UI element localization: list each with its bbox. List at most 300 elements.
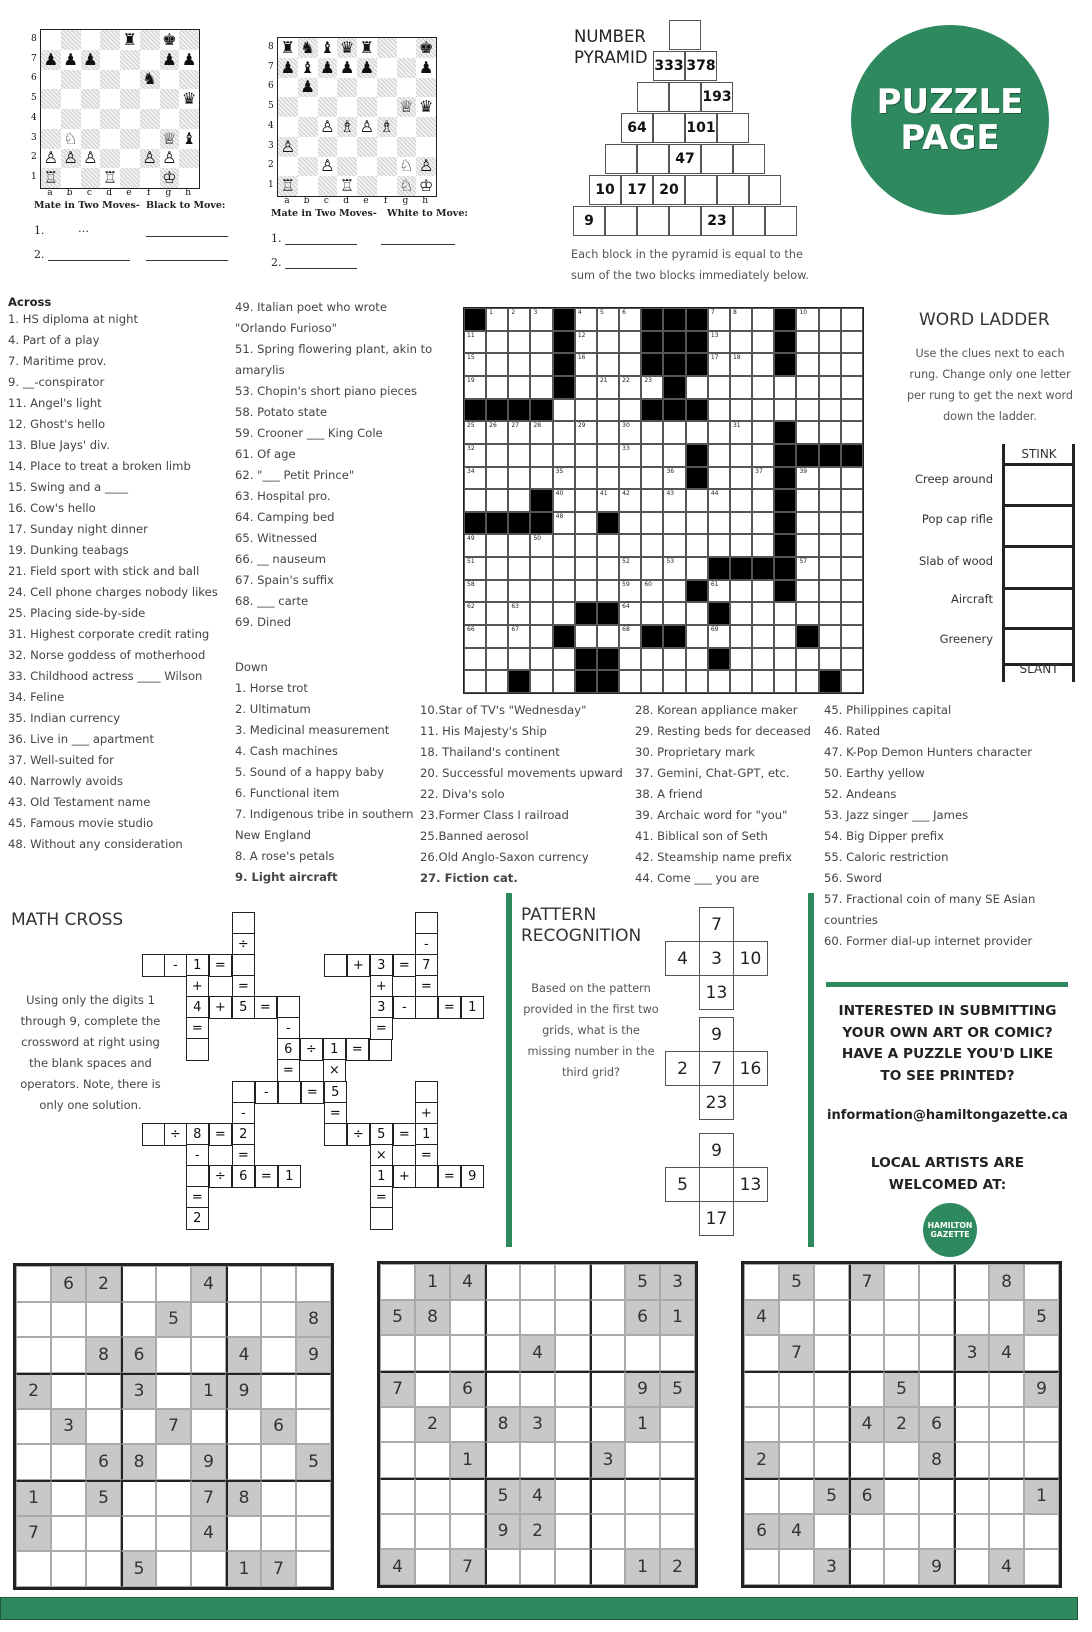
crossword-cell[interactable]: [663, 580, 685, 603]
crossword-cell[interactable]: [819, 308, 841, 331]
crossword-cell[interactable]: [663, 670, 685, 693]
sudoku-blank[interactable]: [520, 1264, 555, 1300]
chess-square[interactable]: ♗: [377, 117, 397, 137]
crossword-cell[interactable]: [575, 557, 597, 580]
sudoku-blank[interactable]: [1024, 1407, 1059, 1443]
chess-square[interactable]: ♚: [416, 38, 436, 58]
chess-square[interactable]: [357, 78, 377, 98]
chess-square[interactable]: ♛: [418, 97, 434, 117]
crossword-cell[interactable]: [553, 557, 575, 580]
crossword-cell[interactable]: [464, 670, 486, 693]
crossword-cell[interactable]: [486, 580, 508, 603]
crossword-cell[interactable]: [530, 376, 552, 399]
sudoku-blank[interactable]: [954, 1407, 989, 1443]
crossword-cell[interactable]: [730, 467, 752, 490]
chess-square[interactable]: [377, 58, 397, 78]
math-cross-blank[interactable]: [415, 912, 438, 935]
sudoku-blank[interactable]: [590, 1478, 625, 1514]
sudoku-blank[interactable]: [156, 1373, 191, 1409]
sudoku-blank[interactable]: [625, 1514, 660, 1550]
crossword-cell[interactable]: [730, 331, 752, 354]
crossword-cell[interactable]: [641, 489, 663, 512]
crossword-cell[interactable]: [819, 421, 841, 444]
sudoku-blank[interactable]: [485, 1549, 520, 1585]
chess-square[interactable]: ♟: [41, 50, 61, 70]
crossword-cell[interactable]: [663, 557, 685, 580]
sudoku-blank[interactable]: [555, 1335, 590, 1371]
crossword-cell[interactable]: [686, 648, 708, 671]
crossword-cell[interactable]: [819, 399, 841, 422]
chess-square[interactable]: [397, 38, 417, 58]
sudoku-blank[interactable]: [450, 1300, 485, 1336]
sudoku-blank[interactable]: [86, 1302, 121, 1338]
crossword-cell[interactable]: [508, 376, 530, 399]
crossword-cell[interactable]: [553, 512, 575, 535]
crossword-cell[interactable]: [686, 534, 708, 557]
crossword-cell[interactable]: [641, 580, 663, 603]
crossword-cell[interactable]: [508, 467, 530, 490]
ladder-answer-space[interactable]: [1006, 509, 1072, 542]
sudoku-blank[interactable]: [849, 1442, 884, 1478]
sudoku-blank[interactable]: [51, 1551, 86, 1587]
math-cross-blank[interactable]: [186, 1165, 209, 1188]
sudoku-blank[interactable]: [380, 1335, 415, 1371]
sudoku-blank[interactable]: [485, 1371, 520, 1407]
chess-square[interactable]: [357, 137, 377, 157]
crossword-cell[interactable]: [841, 399, 863, 422]
sudoku-blank[interactable]: [226, 1302, 261, 1338]
sudoku-blank[interactable]: [814, 1442, 849, 1478]
sudoku-blank[interactable]: [520, 1442, 555, 1478]
crossword-cell[interactable]: [530, 648, 552, 671]
chess-square[interactable]: [81, 129, 101, 149]
math-cross-blank[interactable]: [415, 1081, 438, 1104]
crossword-cell[interactable]: [796, 399, 818, 422]
chess-square[interactable]: ♙: [83, 148, 98, 168]
crossword-cell[interactable]: [841, 580, 863, 603]
chess-square[interactable]: [61, 70, 81, 90]
chess-square[interactable]: ♟: [81, 50, 101, 70]
sudoku-blank[interactable]: [380, 1407, 415, 1443]
chess-square[interactable]: [140, 89, 160, 109]
sudoku-blank[interactable]: [590, 1407, 625, 1443]
chess-square[interactable]: ♖: [339, 176, 355, 196]
sudoku-blank[interactable]: [191, 1337, 226, 1373]
sudoku-blank[interactable]: [156, 1551, 191, 1587]
crossword-cell[interactable]: [597, 421, 619, 444]
crossword-cell[interactable]: [597, 444, 619, 467]
crossword-cell[interactable]: [508, 308, 530, 331]
sudoku-blank[interactable]: [919, 1514, 954, 1550]
crossword-cell[interactable]: [464, 648, 486, 671]
chess-square[interactable]: [41, 89, 61, 109]
sudoku-blank[interactable]: [450, 1514, 485, 1550]
crossword-cell[interactable]: [686, 625, 708, 648]
chess-square[interactable]: [298, 117, 318, 137]
chess-square[interactable]: ♖: [278, 176, 298, 196]
math-cross-blank[interactable]: [232, 912, 255, 935]
sudoku-blank[interactable]: [625, 1442, 660, 1478]
crossword-cell[interactable]: [530, 444, 552, 467]
chess-square[interactable]: ♜: [122, 29, 138, 49]
chess-square[interactable]: ♙: [359, 116, 375, 136]
chess-square[interactable]: [81, 70, 101, 90]
ladder-answer-space[interactable]: [1006, 550, 1072, 583]
crossword-cell[interactable]: [553, 580, 575, 603]
pyramid-block[interactable]: [653, 113, 685, 143]
chess-square[interactable]: [100, 50, 120, 70]
sudoku-blank[interactable]: [16, 1337, 51, 1373]
chess-square[interactable]: [416, 137, 436, 157]
sudoku-blank[interactable]: [450, 1407, 485, 1443]
sudoku-blank[interactable]: [989, 1300, 1024, 1336]
crossword-cell[interactable]: [508, 602, 530, 625]
crossword-cell[interactable]: [575, 467, 597, 490]
sudoku-blank[interactable]: [296, 1516, 331, 1552]
crossword-cell[interactable]: [819, 353, 841, 376]
chess-square[interactable]: [298, 157, 318, 177]
sudoku-blank[interactable]: [884, 1335, 919, 1371]
sudoku-blank[interactable]: [919, 1300, 954, 1336]
chess-square[interactable]: ♚: [162, 29, 177, 49]
sudoku-blank[interactable]: [86, 1409, 121, 1445]
crossword-cell[interactable]: [686, 376, 708, 399]
crossword-cell[interactable]: [553, 444, 575, 467]
crossword-cell[interactable]: [774, 648, 796, 671]
crossword-cell[interactable]: [819, 648, 841, 671]
crossword-cell[interactable]: [752, 399, 774, 422]
crossword-cell[interactable]: [486, 308, 508, 331]
crossword-cell[interactable]: [663, 489, 685, 512]
crossword-cell[interactable]: [508, 534, 530, 557]
crossword-cell[interactable]: [796, 467, 818, 490]
math-cross-blank[interactable]: [324, 1123, 347, 1146]
crossword-cell[interactable]: [619, 648, 641, 671]
crossword-cell[interactable]: [774, 376, 796, 399]
sudoku-blank[interactable]: [919, 1264, 954, 1300]
math-cross-blank[interactable]: [370, 1207, 393, 1230]
chess-square[interactable]: ♙: [320, 116, 335, 136]
crossword-cell[interactable]: [819, 534, 841, 557]
answer-blank[interactable]: [146, 248, 228, 261]
crossword-cell[interactable]: [819, 625, 841, 648]
crossword-cell[interactable]: [686, 512, 708, 535]
sudoku-blank[interactable]: [590, 1514, 625, 1550]
crossword-cell[interactable]: [841, 512, 863, 535]
crossword-cell[interactable]: [641, 602, 663, 625]
chess-square[interactable]: [100, 30, 120, 50]
crossword-cell[interactable]: [686, 602, 708, 625]
crossword-cell[interactable]: [619, 489, 641, 512]
chess-square[interactable]: [179, 70, 199, 90]
sudoku-blank[interactable]: [884, 1478, 919, 1514]
sudoku-blank[interactable]: [625, 1478, 660, 1514]
chess-square[interactable]: [377, 38, 397, 58]
crossword-cell[interactable]: [575, 376, 597, 399]
sudoku-blank[interactable]: [744, 1335, 779, 1371]
crossword-cell[interactable]: [530, 625, 552, 648]
crossword-cell[interactable]: [663, 602, 685, 625]
chess-square[interactable]: [160, 89, 180, 109]
sudoku-blank[interactable]: [590, 1264, 625, 1300]
crossword-cell[interactable]: [819, 602, 841, 625]
chess-square[interactable]: [377, 78, 397, 98]
sudoku-blank[interactable]: [51, 1337, 86, 1373]
crossword-cell[interactable]: [796, 308, 818, 331]
crossword-cell[interactable]: [686, 489, 708, 512]
crossword-cell[interactable]: [796, 648, 818, 671]
pyramid-block[interactable]: [669, 20, 701, 50]
sudoku-blank[interactable]: [744, 1478, 779, 1514]
chess-square[interactable]: [298, 97, 318, 117]
chess-square[interactable]: [81, 30, 101, 50]
crossword-cell[interactable]: [619, 353, 641, 376]
crossword-cell[interactable]: [663, 534, 685, 557]
crossword-cell[interactable]: [508, 353, 530, 376]
ladder-answer-space[interactable]: [1006, 468, 1072, 501]
crossword-cell[interactable]: [796, 670, 818, 693]
crossword-cell[interactable]: [508, 580, 530, 603]
sudoku-blank[interactable]: [779, 1371, 814, 1407]
answer-blank[interactable]: [381, 232, 455, 245]
sudoku-blank[interactable]: [415, 1514, 450, 1550]
crossword-cell[interactable]: [464, 602, 486, 625]
crossword-cell[interactable]: [730, 512, 752, 535]
crossword-cell[interactable]: [752, 308, 774, 331]
crossword-cell[interactable]: [841, 625, 863, 648]
crossword-cell[interactable]: [752, 534, 774, 557]
sudoku-blank[interactable]: [261, 1337, 296, 1373]
sudoku-blank[interactable]: [450, 1335, 485, 1371]
chess-square[interactable]: ♙: [320, 156, 335, 176]
crossword-cell[interactable]: [641, 444, 663, 467]
sudoku-blank[interactable]: [1024, 1335, 1059, 1371]
crossword-cell[interactable]: [796, 557, 818, 580]
crossword-cell[interactable]: [752, 648, 774, 671]
sudoku-blank[interactable]: [590, 1335, 625, 1371]
crossword-cell[interactable]: [575, 353, 597, 376]
crossword-cell[interactable]: [508, 489, 530, 512]
crossword-cell[interactable]: [597, 467, 619, 490]
crossword-cell[interactable]: [486, 353, 508, 376]
chess-square[interactable]: [100, 149, 120, 169]
sudoku-blank[interactable]: [660, 1335, 695, 1371]
chess-square[interactable]: [397, 58, 417, 78]
crossword-cell[interactable]: [708, 399, 730, 422]
crossword-cell[interactable]: [530, 670, 552, 693]
crossword-cell[interactable]: [508, 444, 530, 467]
answer-blank[interactable]: [285, 256, 357, 269]
chess-square[interactable]: ♟: [418, 57, 434, 77]
chess-square[interactable]: [81, 168, 101, 188]
chess-square[interactable]: ♟: [298, 78, 318, 98]
pyramid-block[interactable]: [669, 206, 701, 236]
answer-blank[interactable]: [285, 232, 357, 245]
crossword-cell[interactable]: [530, 331, 552, 354]
crossword-cell[interactable]: [663, 467, 685, 490]
sudoku-blank[interactable]: [261, 1302, 296, 1338]
chess-square[interactable]: [318, 97, 338, 117]
crossword-cell[interactable]: [553, 648, 575, 671]
crossword-cell[interactable]: [774, 625, 796, 648]
crossword-cell[interactable]: [575, 444, 597, 467]
pyramid-block[interactable]: [733, 206, 765, 236]
crossword-cell[interactable]: [841, 376, 863, 399]
crossword-cell[interactable]: [464, 625, 486, 648]
crossword-cell[interactable]: [530, 580, 552, 603]
chess-square[interactable]: [397, 137, 417, 157]
chess-square[interactable]: ♔: [160, 168, 180, 188]
sudoku-blank[interactable]: [989, 1407, 1024, 1443]
crossword-cell[interactable]: [486, 467, 508, 490]
crossword-cell[interactable]: [619, 331, 641, 354]
crossword-cell[interactable]: [686, 421, 708, 444]
sudoku-blank[interactable]: [884, 1442, 919, 1478]
sudoku-blank[interactable]: [555, 1478, 590, 1514]
chess-square[interactable]: [416, 78, 436, 98]
pyramid-block[interactable]: [605, 144, 637, 174]
math-cross-blank[interactable]: [415, 1165, 438, 1188]
crossword-cell[interactable]: [508, 648, 530, 671]
chess-square[interactable]: [140, 50, 160, 70]
sudoku-blank[interactable]: [380, 1514, 415, 1550]
sudoku-blank[interactable]: [954, 1300, 989, 1336]
chess-square[interactable]: ♙: [416, 157, 436, 177]
sudoku-blank[interactable]: [590, 1549, 625, 1585]
crossword-cell[interactable]: [730, 625, 752, 648]
chess-square[interactable]: [179, 149, 199, 169]
crossword-cell[interactable]: [619, 512, 641, 535]
sudoku-blank[interactable]: [16, 1302, 51, 1338]
sudoku-blank[interactable]: [226, 1409, 261, 1445]
crossword-cell[interactable]: [619, 557, 641, 580]
sudoku-blank[interactable]: [744, 1407, 779, 1443]
crossword-cell[interactable]: [619, 602, 641, 625]
chess-square[interactable]: [81, 109, 101, 129]
crossword-cell[interactable]: [641, 467, 663, 490]
chess-square[interactable]: ♘: [63, 128, 78, 148]
sudoku-blank[interactable]: [51, 1444, 86, 1480]
crossword-cell[interactable]: [686, 557, 708, 580]
chess-square[interactable]: ♜: [280, 37, 296, 57]
chess-square[interactable]: [278, 117, 298, 137]
sudoku-blank[interactable]: [989, 1442, 1024, 1478]
crossword-cell[interactable]: [553, 670, 575, 693]
sudoku-blank[interactable]: [415, 1335, 450, 1371]
crossword-cell[interactable]: [575, 331, 597, 354]
math-cross-blank[interactable]: [324, 954, 347, 977]
crossword-cell[interactable]: [841, 331, 863, 354]
sudoku-blank[interactable]: [555, 1371, 590, 1407]
crossword-cell[interactable]: [530, 421, 552, 444]
sudoku-blank[interactable]: [156, 1516, 191, 1552]
chess-square[interactable]: [61, 109, 81, 129]
chess-square[interactable]: [318, 176, 338, 196]
sudoku-blank[interactable]: [555, 1442, 590, 1478]
chess-square[interactable]: [377, 137, 397, 157]
pyramid-block[interactable]: [637, 206, 669, 236]
crossword-cell[interactable]: [619, 625, 641, 648]
crossword-cell[interactable]: [708, 512, 730, 535]
sudoku-blank[interactable]: [121, 1409, 156, 1445]
crossword-cell[interactable]: [575, 512, 597, 535]
sudoku-blank[interactable]: [590, 1371, 625, 1407]
sudoku-blank[interactable]: [415, 1478, 450, 1514]
sudoku-blank[interactable]: [744, 1371, 779, 1407]
sudoku-blank[interactable]: [849, 1335, 884, 1371]
chess-square[interactable]: [120, 70, 140, 90]
crossword-cell[interactable]: [486, 625, 508, 648]
crossword-cell[interactable]: [486, 331, 508, 354]
chess-square[interactable]: ♛: [337, 38, 357, 58]
sudoku-blank[interactable]: [296, 1373, 331, 1409]
sudoku-blank[interactable]: [121, 1266, 156, 1302]
crossword-cell[interactable]: [752, 580, 774, 603]
sudoku-blank[interactable]: [156, 1480, 191, 1516]
chess-square[interactable]: [61, 89, 81, 109]
crossword-cell[interactable]: [486, 602, 508, 625]
sudoku-blank[interactable]: [380, 1478, 415, 1514]
crossword-cell[interactable]: [575, 421, 597, 444]
crossword-cell[interactable]: [508, 625, 530, 648]
crossword-cell[interactable]: [464, 421, 486, 444]
crossword-cell[interactable]: [819, 557, 841, 580]
crossword-cell[interactable]: [530, 467, 552, 490]
sudoku-blank[interactable]: [744, 1549, 779, 1585]
crossword-cell[interactable]: [575, 580, 597, 603]
crossword-cell[interactable]: [619, 670, 641, 693]
sudoku-blank[interactable]: [954, 1264, 989, 1300]
crossword-cell[interactable]: [508, 331, 530, 354]
sudoku-blank[interactable]: [884, 1549, 919, 1585]
crossword-cell[interactable]: [708, 376, 730, 399]
crossword-cell[interactable]: [841, 353, 863, 376]
chess-square[interactable]: [120, 109, 140, 129]
math-cross-blank[interactable]: [232, 954, 255, 977]
crossword-cell[interactable]: [597, 331, 619, 354]
sudoku-blank[interactable]: [450, 1478, 485, 1514]
crossword-cell[interactable]: [796, 512, 818, 535]
chess-square[interactable]: [318, 137, 338, 157]
crossword-cell[interactable]: [641, 670, 663, 693]
crossword-cell[interactable]: [508, 557, 530, 580]
sudoku-blank[interactable]: [779, 1549, 814, 1585]
chess-square[interactable]: [81, 89, 101, 109]
chess-square[interactable]: [337, 137, 357, 157]
sudoku-blank[interactable]: [296, 1409, 331, 1445]
sudoku-blank[interactable]: [261, 1266, 296, 1302]
sudoku-blank[interactable]: [380, 1264, 415, 1300]
crossword-cell[interactable]: [752, 353, 774, 376]
crossword-cell[interactable]: [486, 421, 508, 444]
crossword-cell[interactable]: [841, 534, 863, 557]
crossword-cell[interactable]: [841, 489, 863, 512]
chess-square[interactable]: [120, 50, 140, 70]
crossword-cell[interactable]: [708, 308, 730, 331]
crossword-cell[interactable]: [708, 467, 730, 490]
crossword-cell[interactable]: [730, 308, 752, 331]
crossword-cell[interactable]: [575, 625, 597, 648]
crossword-cell[interactable]: [730, 602, 752, 625]
sudoku-blank[interactable]: [814, 1514, 849, 1550]
chess-square[interactable]: [298, 137, 318, 157]
crossword-cell[interactable]: [486, 489, 508, 512]
crossword-cell[interactable]: [752, 376, 774, 399]
crossword-cell[interactable]: [619, 399, 641, 422]
chess-square[interactable]: ♜: [359, 37, 375, 57]
sudoku-blank[interactable]: [1024, 1264, 1059, 1300]
sudoku-blank[interactable]: [261, 1516, 296, 1552]
